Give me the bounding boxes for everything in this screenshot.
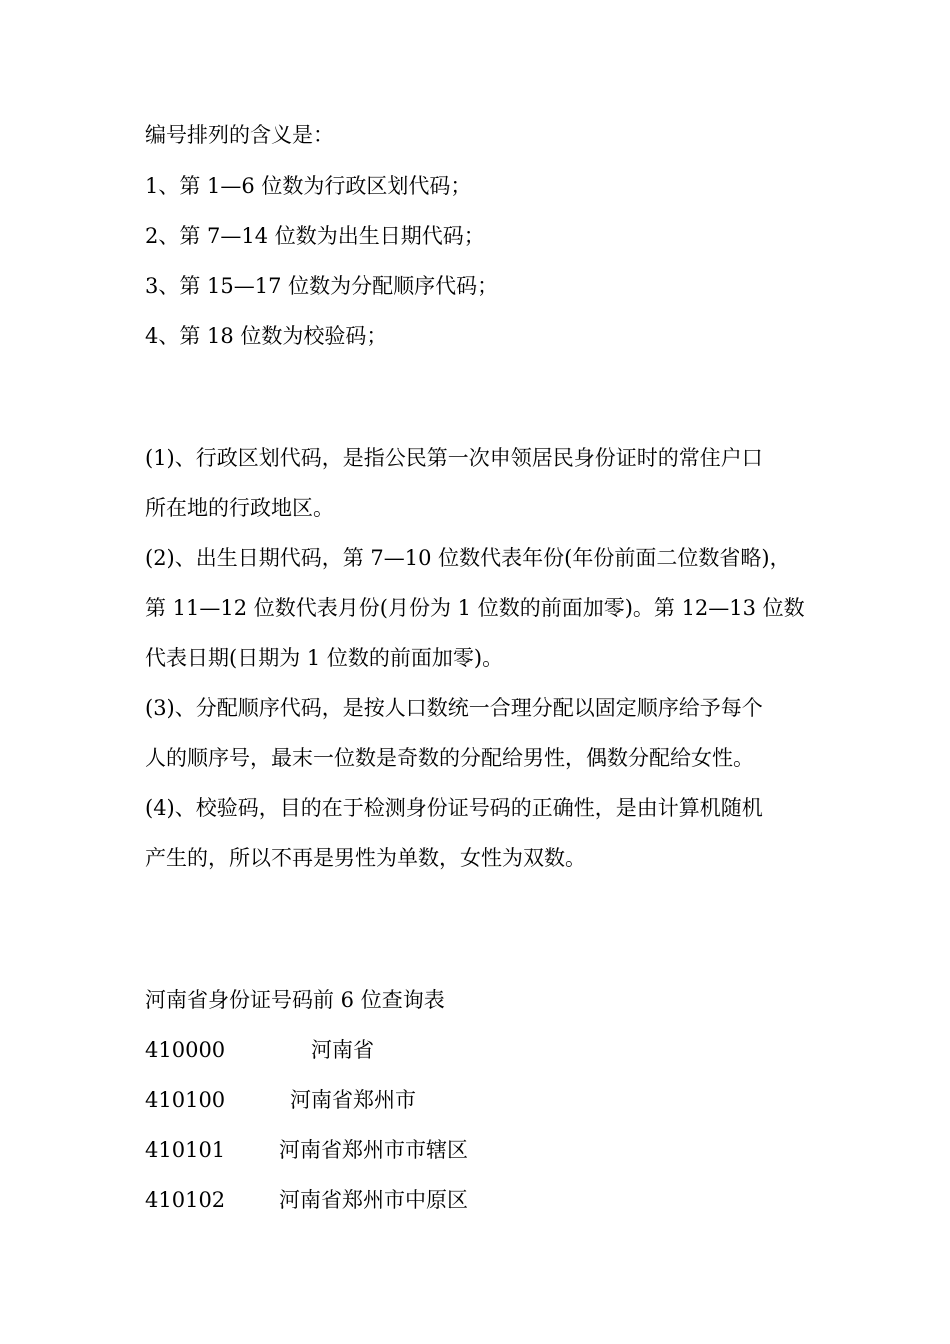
region-name: 河南省郑州市: [290, 1088, 416, 1112]
region-code: 410102: [145, 1188, 226, 1212]
table-row: [145, 1135, 545, 1165]
table-row: [145, 1085, 545, 1115]
intro-item: 1、第 1—6 位数为行政区划代码；: [145, 174, 472, 198]
intro-item: 4、第 18 位数为校验码；: [145, 324, 388, 348]
region-name: 河南省: [311, 1038, 374, 1062]
explanation-2-line-1: (2)、出生日期代码，第 7—10 位数代表年份(年份前面二位数省略)，: [145, 546, 791, 570]
region-code: 410100: [145, 1088, 226, 1112]
explanation-1-line-2: 所在地的行政地区。: [145, 496, 334, 520]
explanation-4-line-2: 产生的，所以不再是男性为单数，女性为双数。: [145, 846, 586, 870]
region-code: 410000: [145, 1038, 226, 1062]
region-name: 河南省郑州市市辖区: [279, 1138, 468, 1162]
region-code: 410101: [145, 1138, 226, 1162]
explanation-3-line-2: 人的顺序号，最末一位数是奇数的分配给男性，偶数分配给女性。: [145, 746, 754, 770]
region-name: 河南省郑州市中原区: [279, 1188, 468, 1212]
explanation-2-line-3: 代表日期(日期为 1 位数的前面加零)。: [145, 646, 504, 670]
intro-item: 2、第 7—14 位数为出生日期代码；: [145, 224, 485, 248]
explanation-2-line-2: 第 11—12 位数代表月份(月份为 1 位数的前面加零)。第 12—13 位数: [145, 596, 805, 620]
explanation-3-line-1: (3)、分配顺序代码，是按人口数统一合理分配以固定顺序给予每个: [145, 696, 763, 720]
intro-item: 3、第 15—17 位数为分配顺序代码；: [145, 274, 499, 298]
explanation-4-line-1: (4)、校验码，目的在于检测身份证号码的正确性，是由计算机随机: [145, 796, 763, 820]
table-title: 河南省身份证号码前 6 位查询表: [145, 988, 445, 1012]
table-row: [145, 1035, 545, 1065]
table-row: [145, 1185, 545, 1215]
explanation-1-line-1: (1)、行政区划代码，是指公民第一次申领居民身份证时的常住户口: [145, 446, 763, 470]
intro-heading: 编号排列的含义是：: [145, 123, 334, 147]
